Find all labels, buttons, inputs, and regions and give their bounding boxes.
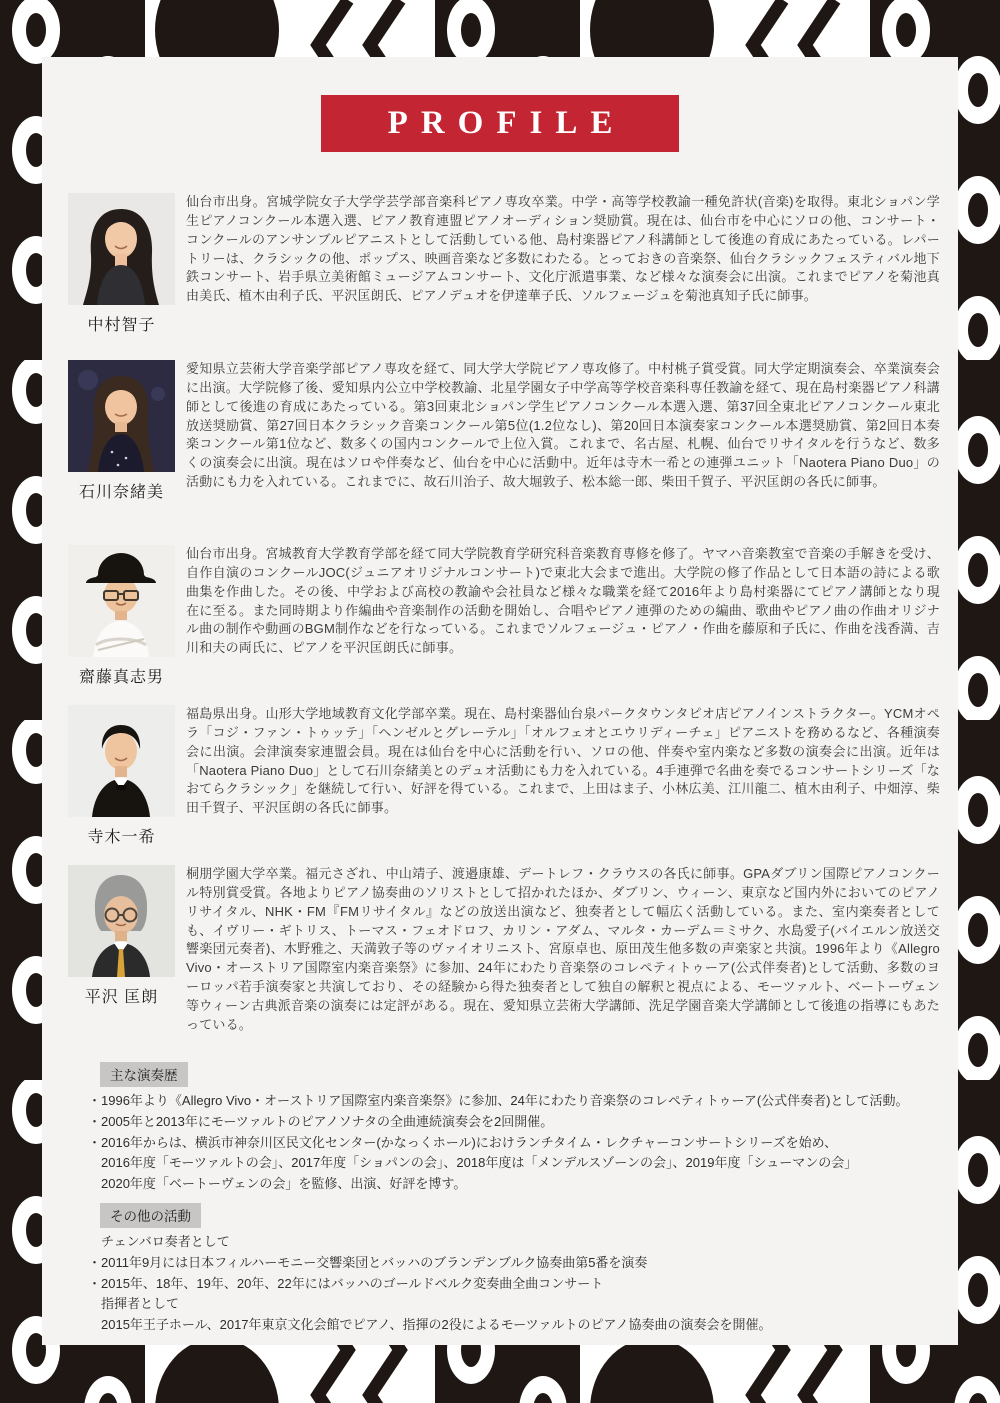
section-heading: 主な演奏歴 xyxy=(100,1062,188,1087)
profile-banner xyxy=(321,95,679,152)
profile-row-ishikawa xyxy=(68,360,940,502)
profile-name: 齋藤真志男 xyxy=(78,669,164,686)
profile-photo-column xyxy=(68,705,175,847)
section-line: 2016年度「モーツァルトの会」、2017年度「ショパンの会」、2018年度は「メンデルスゾーンの会」、2019年度「シューマンの会」 xyxy=(88,1155,858,1171)
profile-name: 中村智子 xyxy=(87,317,156,334)
profile-photo-column xyxy=(68,360,175,502)
profile-row-saito xyxy=(68,545,940,687)
section-line: ・2016年からは、横浜市神奈川区民文化センター(かなっくホール)におけランチタイム・レクチャーコンサートシリーズを始め、 xyxy=(88,1134,838,1150)
content-card xyxy=(42,57,958,1345)
profile-bio: 愛知県立芸術大学音楽学部ピアノ専攻を経て、同大学大学院ピアノ専攻修了。中村桃子賞受賞。同大学定期演奏会、卒業演奏会に出演。大学院修了後、愛知県内公立中学校教諭、北星学園女子中学高等学校音楽科専任教諭を経て、現在島村楽器ピアノ科講師として後進の育成にあたっている。第3回東北ショパン学生ピアノコンクール本選入選、第37回全東北ピアノコンクール東北放送奨励賞、第27回日本クラシック音楽コンクール第5位(1.2位なし)、第20回日本演奏家コンクール本選奨励賞、第2回日本奏楽コンクール第1位など、数多くの国内コンクールで上位入賞。これまで、名古屋、札幌、仙台でリサイタルを行うなど、数多くの演奏会に出演。現在はソロや伴奏など、仙台を中心に活動中。近年は寺木一希との連弾ユニット「Naotera Piano Duo」の活動にも力を入れている。これまでに、故石川治子、故大堀敦子、松本総一郎、柴田千賀子、平沢匡朗の各氏に師事。 xyxy=(186,361,940,490)
section-heading: その他の活動 xyxy=(100,1203,201,1228)
profile-row-nakamura xyxy=(68,193,940,335)
profile-bio: 桐朋学園大学卒業。福元さざれ、中山靖子、渡邉康雄、デートレフ・クラウスの各氏に師事。GPAダブリン国際ピアノコンクール特別賞受賞。各地よりピアノ協奏曲のソリストとして招かれたほか、ダブリン、ウィーン、東京など国内外においてのピアノリサイタル、NHK・FM『FMリサイタル』などの放送出演など、独奏者として幅広く活動している。また、室内楽奏者としても、イヴリー・ギトリス、トーマス・フェオドロフ、カリン・アダム、マルタ・カーデム＝ミサク、水島愛子(バイエルン放送交響楽団元奏者)、木野雅之、天満敦子等のヴァイオリニスト、宮原卓也、原田茂生他多数の声楽家と共演。1996年より《Allegro Vivo・オーストリア国際室内楽音楽祭》に参加、24年にわたり音楽祭のコレペティトゥーア(公式伴奏者)として活動、多数のヨーロッパ若手演奏家と共演しており、その経験から得た独奏者として独自の解釈と視点による、モーツァルト、ベートーヴェン等ウィーン古典派音楽の演奏には定評がある。現在、愛知県立芸術大学講師、洗足学園音楽大学講師として後進の指導にもあたっている。 xyxy=(186,866,940,1032)
profile-photo-column xyxy=(68,545,175,687)
profile-photo-saito xyxy=(68,545,175,657)
profile-photo-nakamura xyxy=(68,193,175,305)
section-line: ・1996年より《Allegro Vivo・オーストリア国際室内楽音楽祭》に参加、24年にわたり音楽祭のコレペティトゥーア(公式伴奏者)として活動。 xyxy=(88,1093,909,1108)
profile-banner-title: PROFILE xyxy=(387,105,626,141)
section-performance-history xyxy=(88,1062,938,1195)
section-line: 2020年度「ベートーヴェンの会」を監修、出演、好評を博す。 xyxy=(88,1176,467,1192)
profile-row-hirasawa xyxy=(68,865,940,1035)
profile-bio: 仙台市出身。宮城教育大学教育学部を経て同大学院教育学研究科音楽教育専修を修了。ヤマハ音楽教室で音楽の手解きを受け、自作自演のコンクールJOC(ジュニアオリジナルコンサート)で東北大会まで進出。大学院の修了作品として日本語の詩による歌曲集を作曲した。その後、中学および高校の教諭や会社員など様々な職業を経て2016年より島村楽器にてピアノ講師となり現在に至る。また同時期より作編曲や音楽制作の活動を開始し、合唱やピアノ連弾のための編曲、歌曲やピアノ曲の作曲オリジナル曲の制作や動画のBGM制作などを行なっている。これまでソルフェージュ・ピアノ・作曲を藤原和子氏に、作曲を浅香満、吉川和夫の両氏に、ピアノを平沢匡朗氏に師事。 xyxy=(186,546,941,656)
section-line: ・2011年9月には日本フィルハーモニー交響楽団とバッハのブランデンブルク協奏曲第5番を演奏 xyxy=(88,1254,648,1270)
section-line: ・2015年、18年、19年、20年、22年にはバッハのゴールドベルク変奏曲全曲コンサート xyxy=(88,1275,604,1291)
profile-photo-column xyxy=(68,865,175,1035)
section-line: チェンバロ奏者として xyxy=(88,1234,230,1249)
profile-photo-hirasawa xyxy=(68,865,175,977)
section-lines xyxy=(88,1091,938,1195)
section-line: ・2005年と2013年にモーツァルトのピアノソナタの全曲連続演奏会を2回開催。 xyxy=(88,1113,554,1129)
profile-bio: 福島県出身。山形大学地域教育文化学部卒業。現在、島村楽器仙台泉パークタウンタピオ店ピアノインストラクター。YCMオペラ「コジ・ファン・トゥッテ」「ヘンゼルとグレーテル」「オルフェオとエウリディーチェ」ピアニストを務めるなど、各種演奏会に出演。会津演奏家連盟会員。現在は仙台を中心に活動を行い、ソロの他、伴奏や室内楽など多数の演奏会に出演。近年は「Naotera Piano Duo」として石川奈緒美とのデュオ活動にも力を入れている。4手連弾で名曲を奏でるコンサートシリーズ「なおてらクラシック」を継続して行い、好評を得ている。これまで、上田はま子、小林広美、江川龍二、植木由利子、中畑淳、柴田千賀子、平沢匡朗の各氏に師事。 xyxy=(186,706,940,816)
section-other-activities xyxy=(88,1203,938,1336)
profile-row-teraki xyxy=(68,705,940,847)
profile-name: 平沢 匡朗 xyxy=(84,989,159,1006)
profile-name: 寺木一希 xyxy=(87,829,156,846)
section-lines xyxy=(88,1232,938,1336)
profile-photo-column xyxy=(68,193,175,335)
section-line: 2015年王子ホール、2017年東京文化会館でピアノ、指揮の2役によるモーツァルトのピアノ協奏曲の演奏会を開催。 xyxy=(88,1317,772,1333)
profile-name: 石川奈緒美 xyxy=(78,484,164,501)
profile-photo-teraki xyxy=(68,705,175,817)
section-line: 指揮者として xyxy=(88,1296,180,1312)
profile-bio: 仙台市出身。宮城学院女子大学学芸学部音楽科ピアノ専攻卒業。中学・高等学校教諭一種免許状(音楽)を取得。東北ショパン学生ピアノコンクール本選入選、ピアノ教育連盟ピアノオーディション奨励賞。現在は、仙台市を中心にソロの他、コンサート・コンクールのアンサンブルピアニストとして活動している他、島村楽器ピアノ科講師として後進の育成にあたっている。レパートリーは、クラシックの他、ポップス、映画音楽など多数にわたる。とっておきの音楽祭、仙台クラシックフェスティバル地下鉄コンサート、岩手県立美術館ミュージアムコンサート、文化庁派遣事業、など様々な演奏会に出演。これまでピアノを菊池真由美氏、植木由利子氏、平沢匡朗氏、ピアノデュオを伊達華子氏、ソルフェージュを菊池真知子氏に師事。 xyxy=(186,194,940,304)
profile-photo-ishikawa xyxy=(68,360,175,472)
